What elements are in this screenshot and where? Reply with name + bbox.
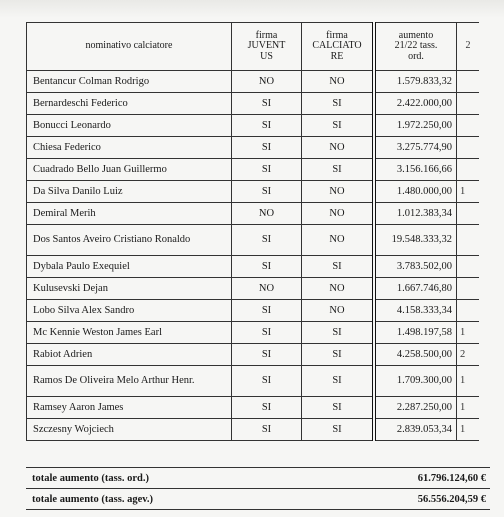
firma-juventus-cell: SI: [232, 344, 302, 366]
header-firma-juventus-line-3: US: [260, 50, 273, 62]
firma-calciatore-cell: SI: [302, 419, 375, 441]
firma-juventus-cell: SI: [232, 256, 302, 278]
firma-juventus-cell: SI: [232, 397, 302, 419]
firma-calciatore-cell: NO: [302, 181, 375, 203]
header-name: nominativo calciatore: [27, 23, 232, 71]
cut-cell: 1: [457, 397, 480, 419]
header-aumento-line-1: aumento: [398, 29, 434, 41]
firma-calciatore-cell: NO: [302, 278, 375, 300]
header-aumento-line-2: 21/22 tass.: [394, 40, 438, 52]
aumento-cell: 1.667.746,80: [374, 278, 457, 300]
aumento-cell: 4.258.500,00: [374, 344, 457, 366]
totals-row: [26, 468, 490, 489]
header-firma-calciatore: [302, 23, 375, 71]
table-row: [27, 419, 480, 441]
firma-calciatore-cell: SI: [302, 397, 375, 419]
firma-calciatore-cell: SI: [302, 93, 375, 115]
firma-juventus-cell: NO: [232, 71, 302, 93]
table-row: [27, 115, 480, 137]
firma-juventus-cell: SI: [232, 159, 302, 181]
table-row: [27, 159, 480, 181]
firma-juventus-cell: SI: [232, 366, 302, 397]
player-name: Bentancur Colman Rodrigo: [27, 71, 232, 93]
firma-calciatore-cell: NO: [302, 300, 375, 322]
table-row: [27, 278, 480, 300]
player-name: Cuadrado Bello Juan Guillermo: [27, 159, 232, 181]
player-name: Demiral Merih: [27, 203, 232, 225]
header-firma-calciatore-line-3: RE: [330, 50, 344, 62]
firma-juventus-cell: SI: [232, 115, 302, 137]
player-name: Da Silva Danilo Luiz: [27, 181, 232, 203]
cut-cell: [457, 225, 480, 256]
header-aumento-line-3: ord.: [408, 50, 424, 62]
cut-cell: 1: [457, 366, 480, 397]
player-name: Dybala Paulo Exequiel: [27, 256, 232, 278]
cut-cell: [457, 159, 480, 181]
table-row: [27, 397, 480, 419]
total-label: totale aumento (tass. ord.): [26, 468, 358, 489]
player-name: Lobo Silva Alex Sandro: [27, 300, 232, 322]
header-firma-calciatore-line-1: firma: [326, 29, 348, 41]
table-row: [27, 225, 480, 256]
cut-cell: [457, 300, 480, 322]
aumento-cell: 1.480.000,00: [374, 181, 457, 203]
cut-cell: 1: [457, 419, 480, 441]
firma-juventus-cell: SI: [232, 225, 302, 256]
aumento-cell: 1.709.300,00: [374, 366, 457, 397]
firma-calciatore-cell: NO: [302, 203, 375, 225]
cut-cell: 2: [457, 344, 480, 366]
header-firma-juventus-line-1: firma: [255, 29, 278, 41]
player-name: Kulusevski Dejan: [27, 278, 232, 300]
player-name: Rabiot Adrien: [27, 344, 232, 366]
firma-calciatore-cell: SI: [302, 322, 375, 344]
player-name: Bernardeschi Federico: [27, 93, 232, 115]
aumento-cell: 1.012.383,34: [374, 203, 457, 225]
total-value: 61.796.124,60 €: [358, 468, 490, 489]
table-row: [27, 366, 480, 397]
firma-juventus-cell: SI: [232, 419, 302, 441]
table-row: [27, 71, 480, 93]
top-cropped-strip: [0, 0, 504, 18]
aumento-cell: 19.548.333,32: [374, 225, 457, 256]
cut-cell: [457, 115, 480, 137]
totals-table: [26, 467, 490, 510]
firma-juventus-cell: SI: [232, 93, 302, 115]
cut-cell: [457, 203, 480, 225]
table-row: [27, 203, 480, 225]
aumento-cell: 2.287.250,00: [374, 397, 457, 419]
firma-calciatore-cell: SI: [302, 159, 375, 181]
player-name: Ramsey Aaron James: [27, 397, 232, 419]
totals-row: [26, 489, 490, 510]
cut-cell: 1: [457, 181, 480, 203]
table-row: [27, 256, 480, 278]
cut-cell: 1: [457, 322, 480, 344]
player-name: Bonucci Leonardo: [27, 115, 232, 137]
table-row: [27, 137, 480, 159]
aumento-cell: 3.156.166,66: [374, 159, 457, 181]
firma-calciatore-cell: SI: [302, 366, 375, 397]
player-name: Szczesny Wojciech: [27, 419, 232, 441]
firma-juventus-cell: NO: [232, 203, 302, 225]
firma-calciatore-cell: NO: [302, 71, 375, 93]
header-firma-juventus: [232, 23, 302, 71]
header-firma-juventus-line-2: JUVENT: [247, 40, 286, 52]
player-name: Mc Kennie Weston James Earl: [27, 322, 232, 344]
firma-calciatore-cell: SI: [302, 256, 375, 278]
aumento-cell: 4.158.333,34: [374, 300, 457, 322]
aumento-cell: 1.498.197,58: [374, 322, 457, 344]
player-name: Dos Santos Aveiro Cristiano Ronaldo: [27, 225, 232, 256]
firma-calciatore-cell: SI: [302, 115, 375, 137]
firma-juventus-cell: NO: [232, 278, 302, 300]
table-row: [27, 300, 480, 322]
aumento-cell: 3.783.502,00: [374, 256, 457, 278]
cut-cell: [457, 93, 480, 115]
cut-cell: [457, 71, 480, 93]
firma-juventus-cell: SI: [232, 181, 302, 203]
table-row: [27, 322, 480, 344]
total-value: 56.556.204,59 €: [358, 489, 490, 510]
player-name: Chiesa Federico: [27, 137, 232, 159]
cut-cell: [457, 278, 480, 300]
total-label: totale aumento (tass. agev.): [26, 489, 358, 510]
header-aumento: [374, 23, 457, 71]
aumento-cell: 1.972.250,00: [374, 115, 457, 137]
aumento-cell: 2.839.053,34: [374, 419, 457, 441]
aumento-cell: 2.422.000,00: [374, 93, 457, 115]
firma-juventus-cell: SI: [232, 300, 302, 322]
firma-calciatore-cell: NO: [302, 137, 375, 159]
firma-juventus-cell: SI: [232, 322, 302, 344]
table-row: [27, 181, 480, 203]
header-cut-column: 2: [457, 23, 480, 71]
aumento-cell: 1.579.833,32: [374, 71, 457, 93]
table-row: [27, 344, 480, 366]
firma-calciatore-cell: SI: [302, 344, 375, 366]
firma-calciatore-cell: NO: [302, 225, 375, 256]
firma-juventus-cell: SI: [232, 137, 302, 159]
players-table: [26, 22, 479, 441]
header-firma-calciatore-line-2: CALCIATO: [312, 40, 362, 52]
aumento-cell: 3.275.774,90: [374, 137, 457, 159]
table-row: [27, 93, 480, 115]
cut-cell: [457, 256, 480, 278]
player-name: Ramos De Oliveira Melo Arthur Henr.: [27, 366, 232, 397]
cut-cell: [457, 137, 480, 159]
table-header-row: [27, 23, 480, 71]
